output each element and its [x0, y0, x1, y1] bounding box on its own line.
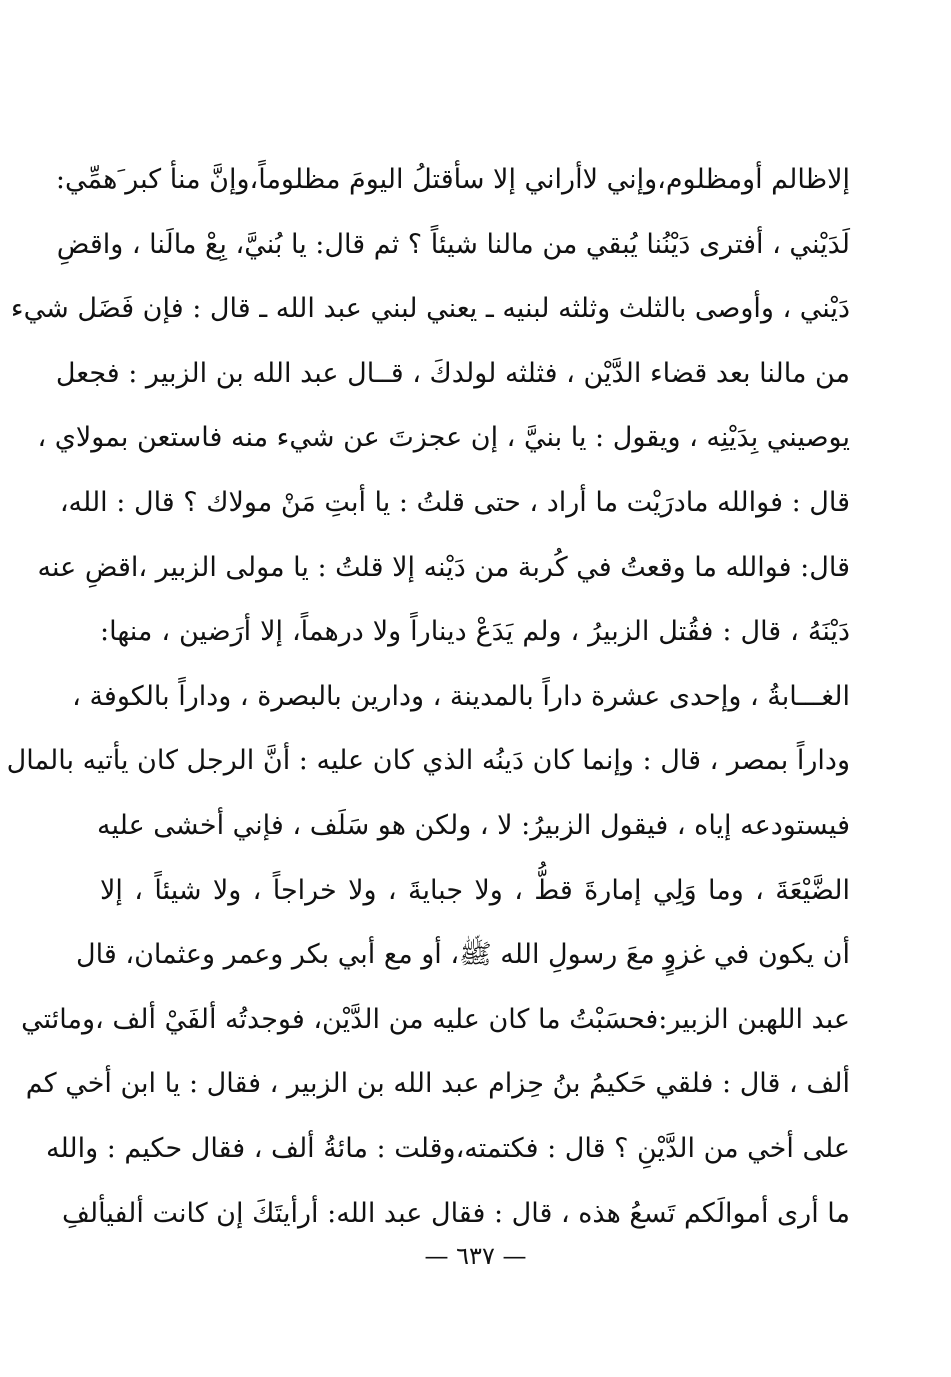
- text-line-7: قال: فوالله ما وقعتُ في كُربة من دَيْنه إلا قلتُ : يا مولى الزبير ،اقضِ عنه: [37, 551, 850, 583]
- text-line-8: دَيْنَهُ ، قال : فقُتل الزبيرُ ، ولم يَدَعْ ديناراً ولا درهماً، إلا أرَضين ، منها:: [100, 616, 850, 648]
- text-line-1: إلاظالم أومظلوم،وإني لاأراني إلا سأقتلُ اليومَ مظلوماً،وإنَّ منأ كبر َهمِّي:: [55, 164, 850, 195]
- text-line-14: عبد اللهبن الزبير:فحسَبْتُ ما كان عليه من الدَّيْن، فوجدتُه ألفَيْ ألف ،ومائتي: [21, 1003, 850, 1035]
- text-line-3: دَيْني ، وأوصى بالثلث وثلثه لبنيه ـ يعني لبني عبد الله ـ قال : فإن فَضَل شيء: [10, 293, 850, 325]
- text-line-16: على أخي من الدَّيْنِ ؟ قال : فكتمته،وقلت : مائةُ ألف ، فقال حكيم : والله: [45, 1132, 850, 1164]
- text-line-15: ألف ، قال : فلقي حَكيمُ بنُ حِزام عبد الله بن الزبير ، فقال : يا ابن أخي كم: [25, 1068, 850, 1100]
- text-line-4: من مالنا بعد قضاء الدَّيْن ، فثلثه لولدكَ ، قــال عبد الله بن الزبير : فجعل: [55, 357, 850, 389]
- text-line-9: الغـــابةُ ، وإحدى عشرة داراً بالمدينة ، ودارين بالبصرة ، وداراً بالكوفة ،: [72, 680, 850, 712]
- text-line-5: يوصيني بِدَيْنِه ، ويقول : يا بنيَّ ، إن عجزتَ عن شيء منه فاستعن بمولاي ،: [37, 422, 850, 454]
- text-line-10: وداراً بمصر ، قال : وإنما كان دَينُه الذي كان عليه : أنَّ الرجل كان يأتيه بالمال: [6, 745, 850, 777]
- page-number: — ٦٣٧ —: [424, 1242, 527, 1270]
- text-line-2: لَدَيْني ، أفترى دَيْنُنا يُبقي من مالنا شيئاً ؟ ثم قال: يا بُنيَّ، بِعْ مالَنا ، واقضِ: [56, 228, 850, 260]
- body-text: [6, 148, 850, 1246]
- text-line-13: أن يكون في غزوٍ معَ رسولِ الله ﷺ، أو مع أبي بكر وعمر وعثمان، قال: [76, 939, 850, 971]
- text-line-12: الضَّيْعَةَ ، وما وَلِي إمارةَ قطُّ ، ولا جبايةَ ، ولا خراجاً ، ولا شيئاً ، إلا: [100, 874, 850, 906]
- text-line-17: ما أرى أموالَكم تَسعُ هذه ، قال : فقال عبد الله: أرأيتَكَ إن كانت ألفيألفِ: [61, 1197, 850, 1229]
- text-line-11: فيستودعه إياه ، فيقول الزبيرُ: لا ، ولكن هو سَلَف ، فإني أخشى عليه: [97, 809, 850, 841]
- text-line-6: قال : فوالله مادرَيْت ما أراد ، حتى قلتُ : يا أبتِ مَنْ مولاك ؟ قال : الله،: [59, 486, 850, 518]
